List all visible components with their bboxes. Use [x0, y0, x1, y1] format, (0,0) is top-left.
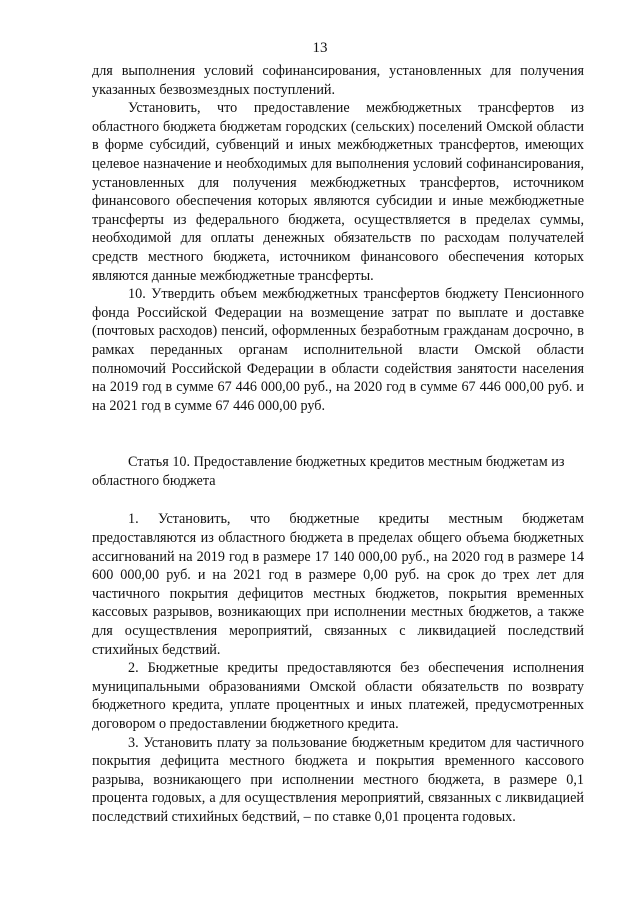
page-number: 13	[312, 40, 328, 56]
article-10-item-1: 1. Установить, что бюджетные кредиты местным бюджетам предоставляются из областного бюджета в пределах общего объема бюджетных ассигнований на 2019 год в размере 17 140 000,00 руб., на 2020 год в размере 14 600 000,00 руб. и на 2021 год в размере 0,00 руб. на срок до трех лет для частичного покрытия дефицитов местных бюджетов, покрытия временных кассовых разрывов, возникающих при исполнении местных бюджетов, а также для осуществления мероприятий, связанных с ликвидацией последствий стихийных бедствий.	[92, 511, 584, 658]
paragraph-item-10: 10. Утвердить объем межбюджетных трансфертов бюджету Пенсионного фонда Российской Федерации на возмещение затрат по выплате и доставке (почтовых расходов) пенсий, оформленных безработным гражданам досрочно, в рамках переданных органам исполнительной власти Омской области полномочий Российской Федерации в области содействия занятости населения на 2019 год в сумме 67 446 000,00 руб., на 2020 год в сумме 67 446 000,00 руб. и на 2021 год в сумме 67 446 000,00 руб.	[92, 286, 584, 414]
document-body	[92, 62, 584, 827]
paragraph-interbudget-transfers: Установить, что предоставление межбюджетных трансфертов из областного бюджета бюджетам городских (сельских) поселений Омской области в форме субсидий, субвенций и иных межбюджетных трансфертов, имеющих целевое назначение и необходимых для выполнения условий софинансирования, установленных для получения межбюджетных трансфертов, источником финансового обеспечения которых являются субсидии и иные межбюджетные трансферты из федерального бюджета, осуществляется в пределах суммы, необходимой для оплаты денежных обязательств по расходам получателей средств местного бюджета, источником финансового обеспечения которых являются данные межбюджетные трансферты.	[92, 100, 584, 284]
section-gap	[92, 415, 584, 453]
article-10-title: Статья 10. Предоставление бюджетных кредитов местным бюджетам из областного бюджета	[92, 454, 565, 489]
paragraph-continuation: для выполнения условий софинансирования, установленных для получения указанных безвозмездных поступлений.	[92, 63, 584, 98]
article-10-item-2: 2. Бюджетные кредиты предоставляются без обеспечения исполнения муниципальными образованиями Омской области обязательств по возврату бюджетного кредита, уплате процентных и иных платежей, предусмотренных договором о предоставлении бюджетного кредита.	[92, 660, 584, 732]
article-10-item-3: 3. Установить плату за пользование бюджетным кредитом для частичного покрытия дефицита местного бюджета и покрытия временного кассового разрыва, возникающего при исполнении местного бюджета, в размере 0,1 процента годовых, а для осуществления мероприятий, связанных с ликвидацией последствий стихийных бедствий, – по ставке 0,01 процента годовых.	[92, 734, 584, 825]
title-gap	[92, 490, 584, 510]
